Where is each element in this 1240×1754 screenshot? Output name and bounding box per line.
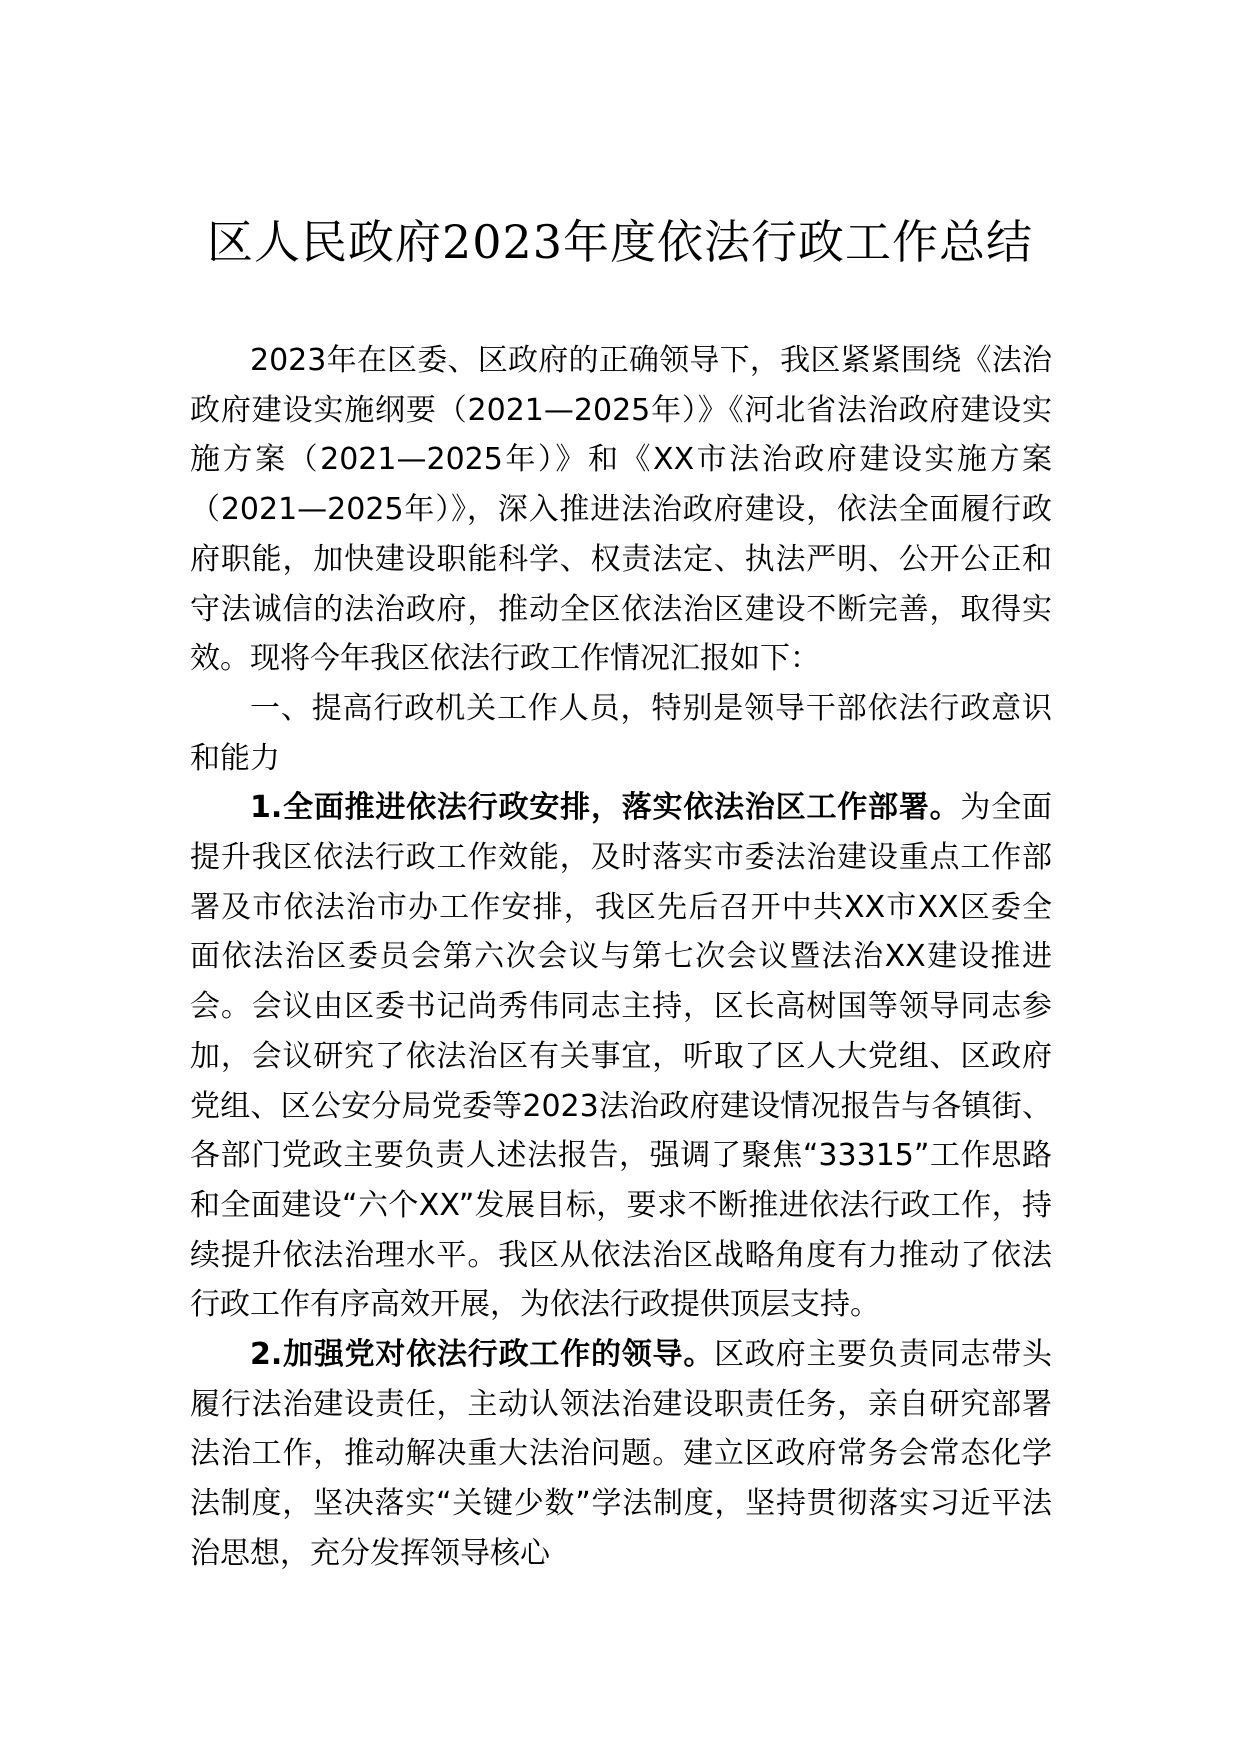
section-heading-text: 一、提高行政机关工作人员，特别是领导干部依法行政意识和能力 [190, 690, 1052, 776]
paragraph-intro [190, 336, 1052, 684]
paragraph-text: 区政府主要负责同志带头履行法治建设责任，主动认领法治建设职责任务，亲自研究部署法治工作，推动解决重大法治问题。建立区政府常务会常态化学法制度，坚决落实“关键少数”学法制度，坚持贯彻落实习近平法治思想，充分发挥领导核心 [190, 1337, 1052, 1571]
document-title: 区人民政府2023年度依法行政工作总结 [206, 215, 1034, 269]
paragraph-text: 2023年在区委、区政府的正确领导下，我区紧紧围绕《法治政府建设实施纲要（2021—2025年）》《河北省法治政府建设实施方案（2021—2025年）》和《XX市法治政府建设实施方案（2021—2025年）》，深入推进法治政府建设，依法全面履行政府职能，加快建设职能科学、权责法定、执法严明、公开公正和守法诚信的法治政府，推动全区依法治区建设不断完善，取得实效。现将今年我区依法行政工作情况汇报如下： [190, 343, 1052, 677]
document-body [190, 336, 1052, 1579]
paragraph-lead-bold: 1.全面推进依法行政安排，落实依法治区工作部署。 [250, 790, 961, 826]
paragraph-item-2 [190, 1330, 1052, 1579]
section-heading-one [190, 684, 1052, 783]
paragraph-item-1 [190, 783, 1052, 1330]
paragraph-lead-bold: 2.加强党对依法行政工作的领导。 [250, 1337, 715, 1373]
paragraph-text: 为全面提升我区依法行政工作效能，及时落实市委法治建设重点工作部署及市依法治市办工作安排，我区先后召开中共XX市XX区委全面依法治区委员会第六次会议与第七次会议暨法治XX建设推进会。会议由区委书记尚秀伟同志主持，区长高树国等领导同志参加，会议研究了依法治区有关事宜，听取了区人大党组、区政府党组、区公安分局党委等2023法治政府建设情况报告与各镇街、各部门党政主要负责人述法报告，强调了聚焦“33315”工作思路和全面建设“六个XX”发展目标，要求不断推进依法行政工作，持续提升依法治理水平。我区从依法治区战略角度有力推动了依法行政工作有序高效开展，为依法行政提供顶层支持。 [190, 790, 1052, 1323]
